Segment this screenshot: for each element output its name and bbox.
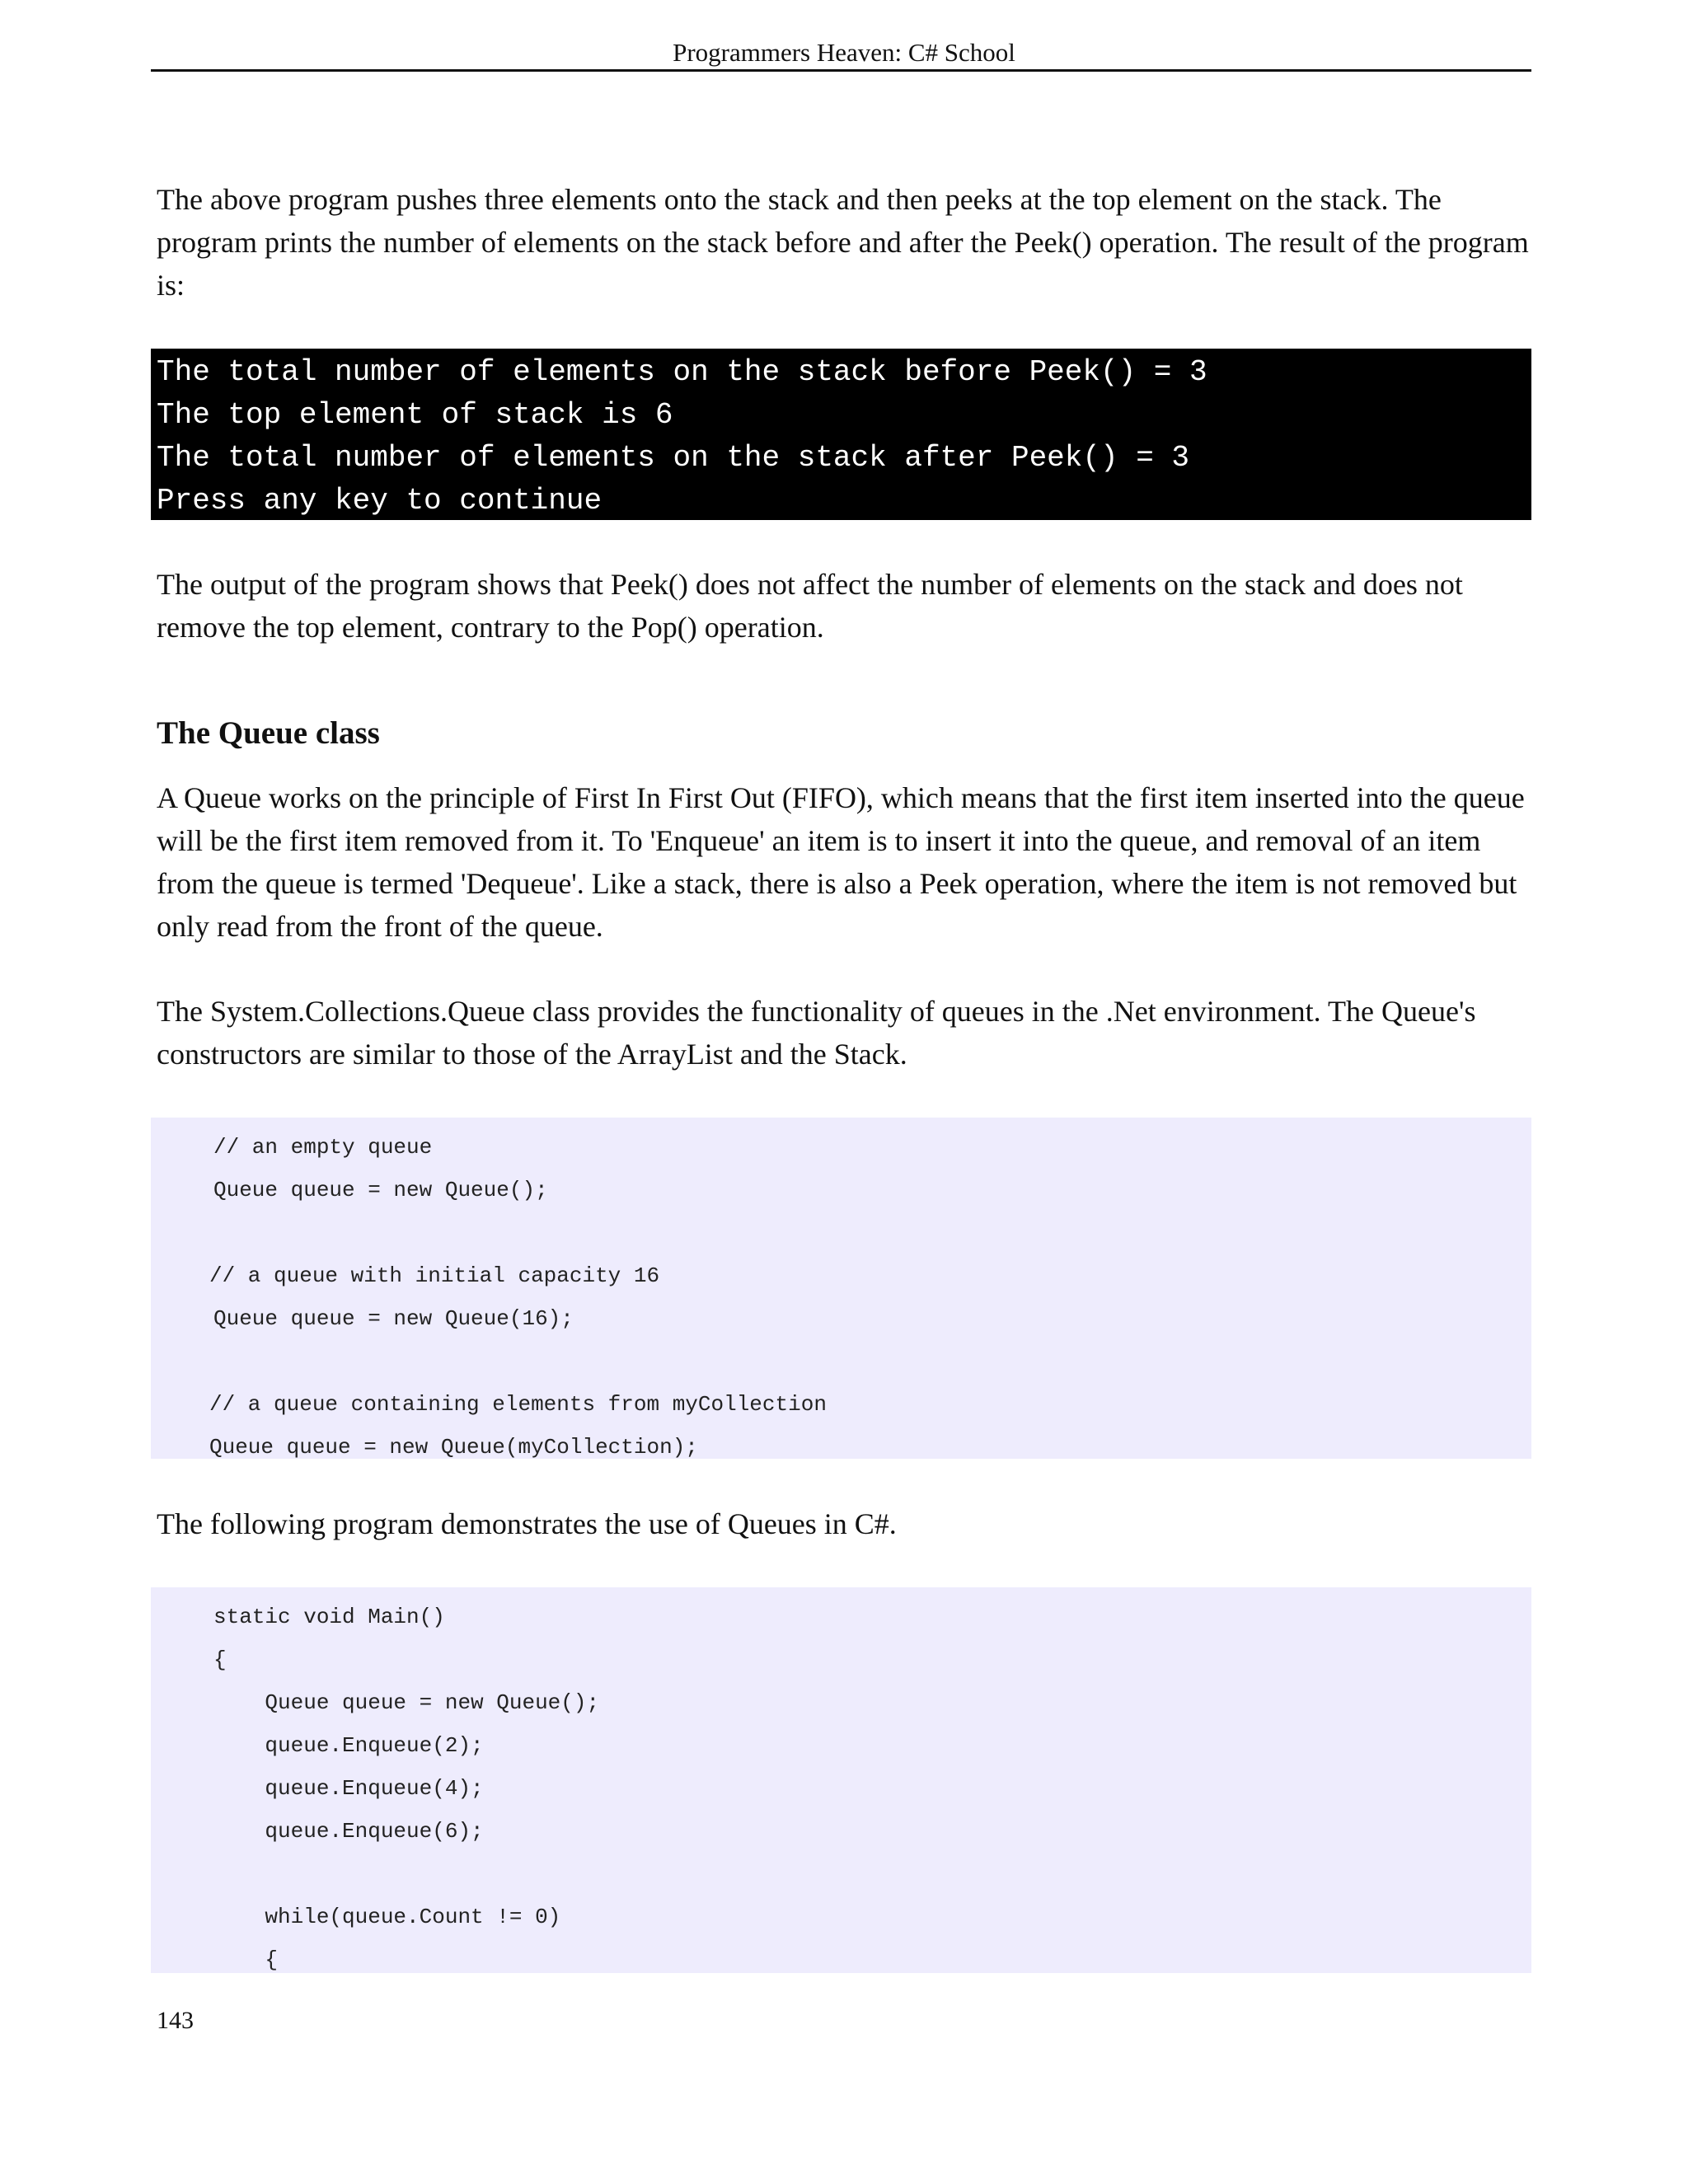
- code-line: Queue queue = new Queue();: [213, 1178, 548, 1202]
- code-line: queue.Enqueue(6);: [213, 1819, 484, 1844]
- code-line: [213, 1853, 1531, 1896]
- paragraph-peek-explanation: The output of the program shows that Peek() does not affect the number of elements on the stack and does not remove the top element, contrary to the Pop() operation.: [157, 568, 1463, 644]
- section-heading: The Queue class: [157, 715, 380, 751]
- code-line: // an empty queue: [213, 1135, 433, 1160]
- code-line: // a queue with initial capacity 16: [209, 1263, 660, 1288]
- paragraph-queue-fifo: A Queue works on the principle of First In First Out (FIFO), which means that the first item inserted into the queue will be the first item removed from it. To 'Enqueue' an item is to insert it into the queue, and removal of an item from the queue is termed 'Dequeue'. Like a stack, there is also a Peek operation, where the item is not removed but only read from the front of the queue.: [157, 781, 1525, 943]
- console-line: The top element of stack is 6: [157, 398, 673, 432]
- paragraph-queue-class: The System.Collections.Queue class provides the functionality of queues in the .Net environment. The Queue's constructors are similar to those of the ArrayList and the Stack.: [157, 995, 1476, 1071]
- console-line: Press any key to continue: [157, 484, 603, 518]
- page-header-title: Programmers Heaven: C# School: [673, 38, 1015, 67]
- code-line: queue.Enqueue(4);: [213, 1776, 484, 1801]
- code-line: while(queue.Count != 0): [213, 1905, 561, 1929]
- code-line: {: [213, 1947, 279, 1972]
- code-line: Queue queue = new Queue(16);: [213, 1306, 574, 1331]
- code-line: [151, 1212, 1531, 1254]
- code-line: queue.Enqueue(2);: [213, 1733, 484, 1758]
- paragraph-stack-peek-intro: The above program pushes three elements onto the stack and then peeks at the top element on the stack. The program prints the number of elements on the stack before and after the Peek() operation. The result of the program is:: [157, 183, 1529, 302]
- code-line: static void Main(): [213, 1605, 445, 1629]
- console-line: The total number of elements on the stack before Peek() = 3: [157, 355, 1207, 389]
- code-line: [151, 1340, 1531, 1383]
- code-block-main-program: [151, 1587, 1531, 1973]
- code-line: Queue queue = new Queue();: [213, 1690, 600, 1715]
- header-divider: [151, 69, 1531, 72]
- page-number: 143: [157, 2007, 194, 2034]
- console-line: The total number of elements on the stack after Peek() = 3: [157, 441, 1190, 475]
- code-line: // a queue containing elements from myCollection: [209, 1392, 827, 1417]
- code-line: {: [213, 1647, 227, 1672]
- console-output-block: [151, 349, 1531, 520]
- paragraph-queue-program-intro: The following program demonstrates the use of Queues in C#.: [157, 1507, 897, 1540]
- code-line: Queue queue = new Queue(myCollection);: [209, 1435, 698, 1460]
- code-block-constructors: [151, 1118, 1531, 1459]
